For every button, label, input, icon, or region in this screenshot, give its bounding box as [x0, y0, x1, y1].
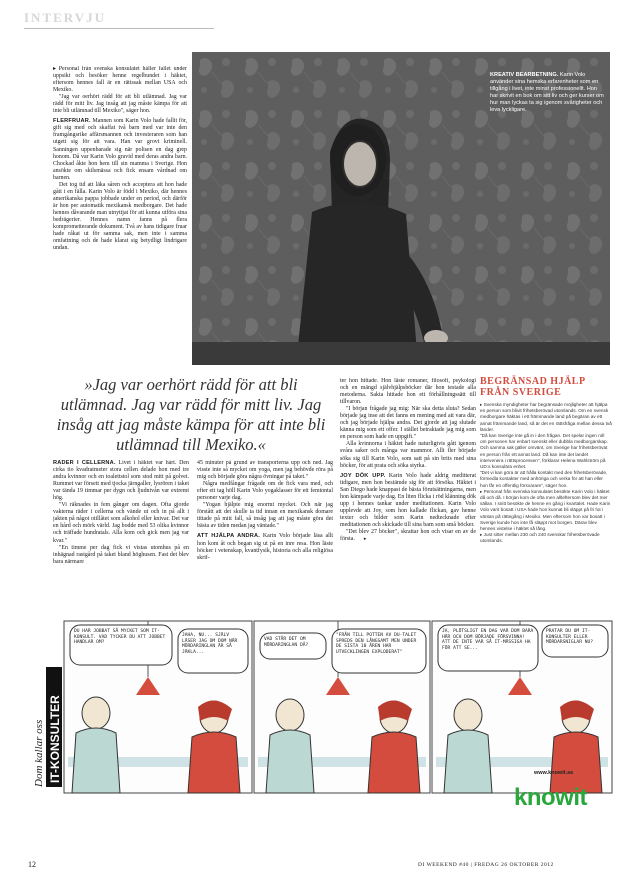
paragraph: JOY DÖK UPP. Karin Volo hade aldrig meditterat tidigare, men hon bestämde sig för att försöka. Häktet i San Diego hade knappast de bästa förutsättningarna, men hon kämpade varje dag. En liten flicka i röd klänning dök upp i hennes tankar under meditationen. Karin Volo upplevde att Joy, som hon kallade flickan, gav henne texter och bilder som Karin nedtecknade efter meditationen och skickade till sina barn som små böcker.	[340, 472, 476, 528]
caption-lead: KREATIV BEARBETNING.	[490, 72, 559, 78]
article-column-4	[340, 378, 476, 628]
paragraph: "Vi räknades in fem gånger om dagen. Ofta gjorde vakterna räder i cellerna och vände ut och in på allt i jakten på något otillåtet som alkohol eller knivar. Det var en hård och mörk värld. Jag bodde med 53 olika kvinnor och träffade hundratals. Alla kom och gick men jag var kvar."	[53, 502, 189, 544]
sidebar-heading: BEGRÄNSAD HJÄLP FRÅN SVERIGE	[480, 376, 586, 398]
comic-bubble: JA, PLÖTSLIGT EN DAG VAR DOM BARA HÄR OCH DOM BÖRJADE FÖRSVINNA! ATT DE INTE VAR SÅ IT-MÄSSIGA HA FÖR ATT SE...	[442, 629, 534, 651]
comic-bubble: VAD STÅR DET OM MÖRDARINGLAN DÅ?	[264, 637, 309, 648]
paragraph: "Det blev 27 böcker", skrattar hon och visar en av de första. ▸	[340, 528, 476, 543]
paragraph: ATT HJÄLPA ANDRA. Karin Volo började läsa allt hon kom åt och began sig ut på en inre resa. Hon läste böcker i vetenskap, kvantfysik, historia och alla religiösa skrif-	[197, 533, 333, 561]
paragraph: "Då kan Sverige inte gå in i den frågan. Det spelar ingen roll om personen har enbart svenskt eller dubbla medborgarskap. Och samma sak gäller omvänt, om Sverige har frihetsberövat en person från ett annat land. Då kan inte det landet intervenera i rättsprocessen", förklarar Helena Wahlström på UD:s konsulära enhet.	[480, 433, 608, 470]
paragraph: FLERFRUAR. Mannen som Karin Volo hade fallit för, gift sig med och skaffat två barn med var inte den framgångsrike affärsmannen och investeraren som han utgett sig för att vara. Han var grovt kriminell. Sanningen uppenbarade sig när polisen en dag grep honom. Då var Karin Volo gravid med deras andra barn. Chockad åkte hon hem till sin mamma i Sverige. Hon ansökte om skilsmässa och fick ensam vårdnad om barnen.	[53, 118, 187, 181]
paragraph: "Det vi kan göra är att hålla kontakt med den frihetsberövade, förmedla kontakter med anhöriga och verka för att han eller hon får en offentlig försvarare", säger hon.	[480, 470, 608, 488]
lead-in: JOY DÖK UPP.	[340, 472, 386, 479]
advertiser-url: www.knowit.se	[534, 770, 574, 776]
comic-strip	[28, 617, 614, 855]
paragraph: Några medfångar frågade om de fick vara med, och efter ett tag höll Karin Volo yogaklasser för ett femtontal personer varje dag.	[197, 481, 333, 502]
paragraph: ▸ Personal från svenska konsulatet håller fallet under uppsikt och besöker henne regelbundet i häktet, eftersom hennes fall är en rättssak mellan USA och Mexiko.	[53, 66, 187, 94]
sidebar-body	[480, 402, 612, 545]
paragraph: Alla kvinnorna i häktet hade naturligtvis gått igenom svåra saker och många var mammor. Allt fler började söka sig till Karin Volo, som satt på sin brits med sina böcker, för att prata och söka styrka.	[340, 441, 476, 469]
lead-in: ATT HJÄLPA ANDRA.	[197, 533, 261, 540]
paragraph: Det tog tid att läka såren och acceptera att hon hade gått i en fälla. Karin Volo är född i Mexiko, där hennes amerikanska pappa jobbade under en period, och därför är hon per automatik mexikansk medborgare. Det hade hennes dåvarande man utnyttjat för att kunna utföra sina bedrägerier. Hennes namn fanns på flera komprometterande dokument. Två av hans tidigare fruar hade råkat ut för samma sak, men inte i samma omfattning och de hade klarat sig betydligt lindrigare undan.	[53, 181, 187, 252]
continue-arrow-icon: ▸	[363, 537, 367, 543]
comic-side-label-1: Dom kallar oss	[33, 719, 45, 787]
lead-in: RÄDER I CELLERNA.	[53, 460, 116, 466]
comic-side-label-2: IT-KONSULTER	[48, 695, 62, 783]
sidebar-fact-box	[480, 376, 612, 628]
paragraph: ter hon hittade. Hon läste romaner, filosofi, psykologi och en mängd självhjälpsböcker där hon testade alla metoderna. Sakta hittade hon ett förhållningssätt till tillvaron.	[340, 378, 476, 406]
paragraph: "En timme per dag fick vi vistas utomhus på en inhägnad rastgård på taket bland höghusen. Fast det blev bara närmare	[53, 544, 189, 565]
paragraph: ▸ Svenska myndigheter har begränsade möjligheter att hjälpa en person som blivit frihetsberövad utomlands. Om en svensk medborgare häktas i ett främmande land på begäran av ett annat främmande land, så är det en rättsfråga mellan dessa två länder.	[480, 402, 612, 432]
paragraph: ▸ Personal från svenska konsulatet besökte Karin Volo i häktet då och då. I början kom de ofta men allteftersom blev det mer sällan. I snitt besökte de henne en gång i kvartalet. Hade Karin Volo varit bosatt i USA hade hon kunnat bli släppt på fri fot i väntan på rättegång i Mexiko. Men eftersom hon var bosatt i Sverige kunde hon inte få släppt mot borgen. Därav blev hennes vistelse i häktet så lång.	[480, 488, 611, 532]
section-kicker: INTERVJU	[24, 10, 106, 25]
comic-advertisement	[28, 617, 614, 855]
photo-caption	[490, 72, 606, 114]
paragraph: "I början frågade jag mig: När ska detta sluta? Sedan började jag inse att det fanns en mening med att vara där, och jag började hjälpa andra. Det gjorde att jag slutade känna mig som ett offer. I stället betraktade jag mig som en person som hade en uppgift."	[340, 406, 476, 441]
paragraph: ▸ Just sitter mellan 230 och 240 svenskar frihetsberövade utomlands.	[480, 532, 600, 544]
header-rule	[24, 28, 214, 29]
comic-bubble: DU HAR JOBBAT SÅ MYCKET SOM IT-KONSULT. VAD TYCKER DU ATT JOBBET HANDLAR OM?	[74, 629, 166, 646]
publication-footer: DI WEEKEND #40 | FREDAG 26 OKTOBER 2012	[418, 862, 554, 868]
caption-text: Karin Volo använder sina hemska erfarenheter som en tillgång i livet, inte minst professionellt. Hon har skrivit en bok om sitt liv och ger kurser om hur man lyckas ta sig igenom svårigheter och leva lyckligare.	[490, 72, 604, 113]
lead-in: FLERFRUAR.	[53, 118, 91, 125]
paragraph: "Yogan hjälpte mig enormt mycket. Och när jag förstått att det skulle ta tid innan en mexikansk domare tittade på mitt fall, så insåg jag att jag måste göra det bästa av tiden medan jag väntade."	[197, 502, 333, 530]
comic-bubble: JAHA, NU... SJÄLV LÄSER JAG OM DOM NÄR MÖRDARINGLAN ÄR SÅ JÄKLA...	[182, 633, 238, 655]
page-number: 12	[28, 860, 36, 869]
pull-quote: »Jag var oerhört rädd för att bli utlämnad. Jag var rädd för mitt liv. Jag insåg att jag måste kämpa för att inte bli utlämnad till Mexiko.«	[56, 375, 326, 454]
comic-bubble: PRATAR DU OM IT-KONSULTER ELLER MÖRDARSNIGLAR NU?	[546, 629, 594, 646]
advertiser-logo: knowit	[514, 784, 587, 811]
paragraph: RÄDER I CELLERNA. Livet i häktet var hårt. Den cirka tio kvadratmeter stora cellen delade hon med tre andra kvinnor och en toalettstol som stod mitt på golvet. Rummet var försett med tjocka järngaller, lysrören i taket var tända 19 timmar per dygn och ljudnivån var extremt hög.	[53, 460, 189, 502]
article-column-2	[53, 460, 189, 628]
comic-bubble: "FRÅN TILL POTTEN AV DU-TALET SPREDS DEN LÅNGSAMT MEN UNDER DE SISTA 10 ÅREN HAR UTVECKLINGEN EXPLODERAT"	[336, 633, 417, 655]
article-column-1	[53, 66, 187, 372]
paragraph: 45 minuter på grund av transporterna upp och ned. Jag visste inte så mycket om yoga, men jag behövde röra på mig och började göra några övningar på taket."	[197, 460, 333, 481]
article-column-3	[197, 460, 333, 628]
paragraph: "Jag var oerhört rädd för att bli utlämnad. Jag var rädd för mitt liv. Jag insåg att jag måste kämpa för att inte bli utlämnad till Mexiko", säger hon.	[53, 94, 187, 115]
